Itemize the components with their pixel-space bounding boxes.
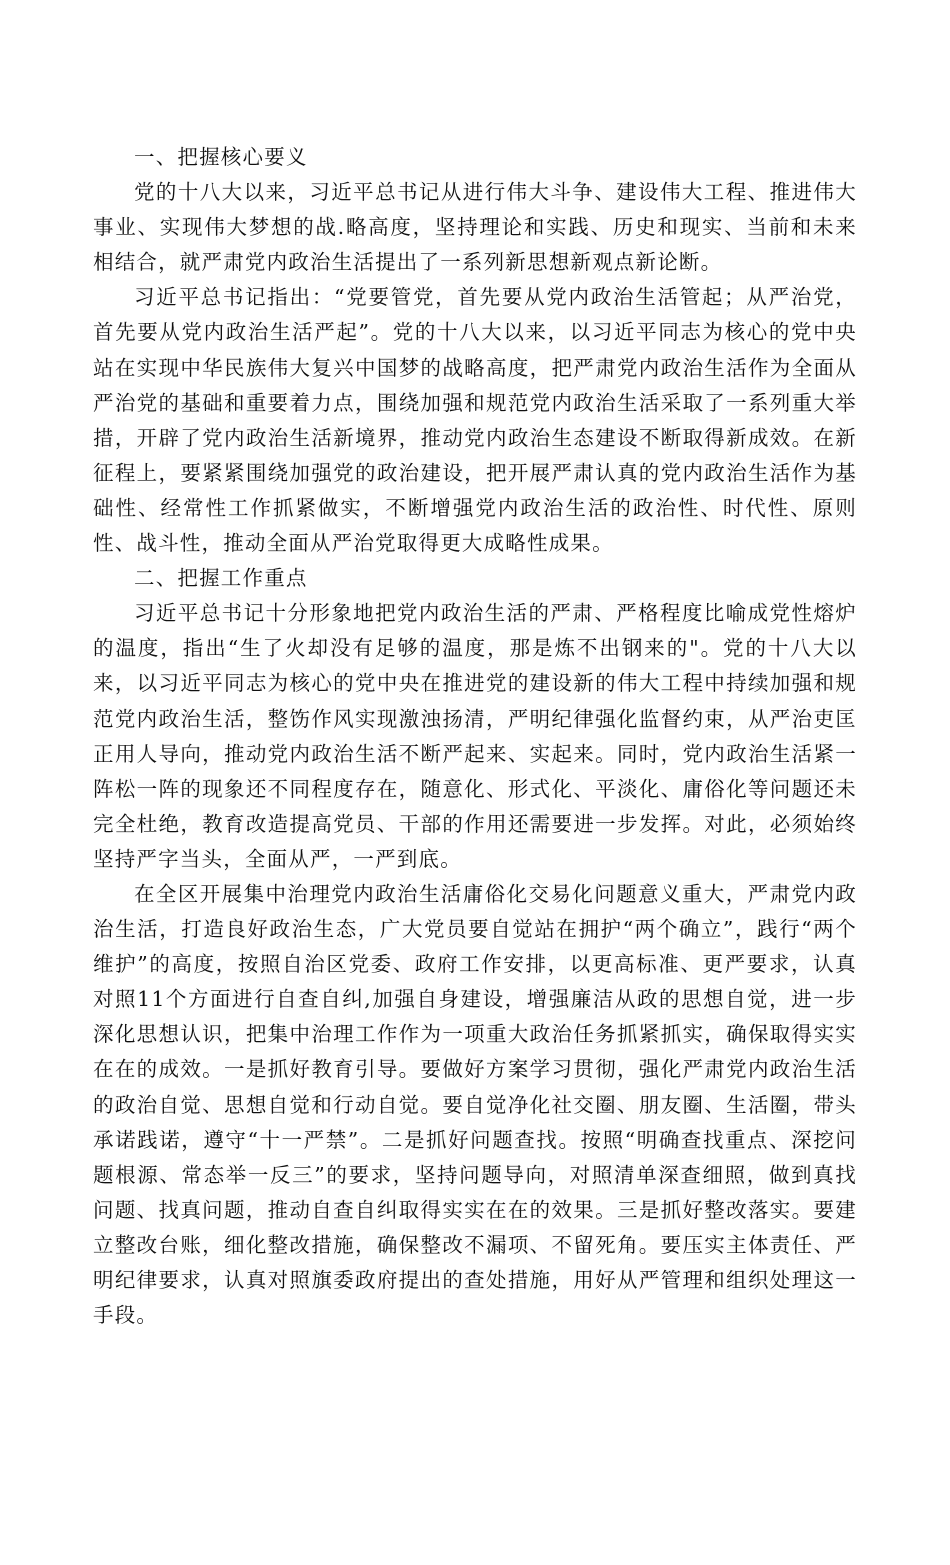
paragraph-furnace-metaphor: 习近平总书记十分形象地把党内政治生活的严肃、严格程度比喻成党性熔炉的温度，指出“生了火却没有足够的温度，那是炼不出钢来的"。党的十八大以来，以习近平同志为核心的党中央在推进党的建设新的伟大工程中持续加强和规范党内政治生活，整饬作风实现激浊扬清，严明纪律强化监督约束，从严治吏匡正用人导向，推动党内政治生活不断严起来、实起来。同时，党内政治生活紧一阵松一阵的现象还不同程度存在，随意化、形式化、平淡化、庸俗化等问题还未完全杜绝，教育改造提高党员、干部的作用还需要进一步发挥。对此，必须始终坚持严字当头，全面从严，一严到底。 (93, 601, 857, 871)
section-heading-core-meaning: 一、把握核心要义 (134, 145, 308, 169)
paragraph-intro: 党的十八大以来，习近平总书记从进行伟大斗争、建设伟大工程、推进伟大事业、实现伟大梦想的战.略高度，坚持理论和实践、历史和现实、当前和未来相结合，就严肃党内政治生活提出了一系列新思想新观点新论断。 (93, 180, 857, 275)
section-heading-work-focus: 二、把握工作重点 (134, 566, 308, 591)
paragraph-regional-governance: 在全区开展集中治理党内政治生活庸俗化交易化问题意义重大，严肃党内政治生活，打造良好政治生态，广大党员要自觉站在拥护“两个确立”，践行“两个维护”的高度，按照自治区党委、政府工作安排，以更高标准、更严要求，认真对照11个方面进行自查自纠,加强自身建设，增强廉洁从政的思想自觉，进一步深化思想认识，把集中治理工作作为一项重大政治任务抓紧抓实，确保取得实实在在的成效。一是抓好教育引导。要做好方案学习贯彻，强化严肃党内政治生活的政治自觉、思想自觉和行动自觉。要自觉净化社交圈、朋友圈、生活圈，带头承诺践诺，遵守“十一严禁”。二是抓好问题查找。按照“明确查找重点、深挖问题根源、常态举一反三”的要求，坚持问题导向，对照清单深查细照，做到真找问题、找真问题，推动自查自纠取得实实在在的效果。三是抓好整改落实。要建立整改台账，细化整改措施，确保整改不漏项、不留死角。要压实主体责任、严明纪律要求，认真对照旗委政府提出的查处措施，用好从严管理和组织处理这一手段。 (93, 881, 857, 1328)
document-body (93, 140, 857, 1333)
paragraph-quote-party-governance: 习近平总书记指出：“党要管党，首先要从党内政治生活管起；从严治党，首先要从党内政治生活严起”。党的十八大以来，以习近平同志为核心的党中央站在实现中华民族伟大复兴中国梦的战略高度，把严肃党内政治生活作为全面从严治党的基础和重要着力点，围绕加强和规范党内政治生活采取了一系列重大举措，开辟了党内政治生活新境界，推动党内政治生态建设不断取得新成效。在新征程上，要紧紧围绕加强党的政治建设，把开展严肃认真的党内政治生活作为基础性、经常性工作抓紧做实，不断增强党内政治生活的政治性、时代性、原则性、战斗性，推动全面从严治党取得更大成略性成果。 (93, 285, 857, 556)
